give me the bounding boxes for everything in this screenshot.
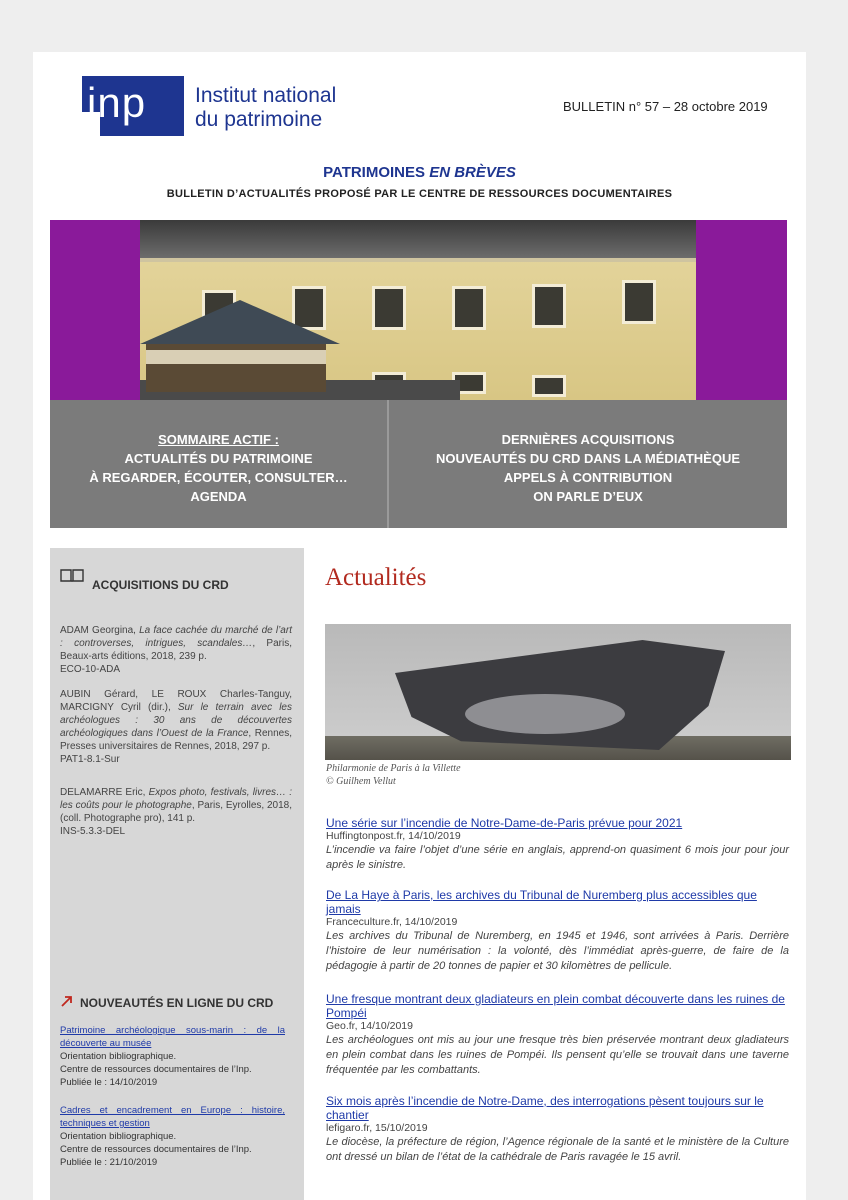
news-item bbox=[326, 888, 789, 974]
online-link[interactable]: Cadres et encadrement en Europe : histoire, techniques et gestion bbox=[60, 1105, 285, 1129]
photo-window bbox=[452, 286, 486, 330]
acq-publisher: , Paris, Beaux-arts éditions, 2018, 239 p. bbox=[60, 638, 292, 662]
banner bbox=[50, 220, 787, 400]
news-description: Les archives du Tribunal de Nuremberg, en 1945 et 1946, sont arrivées à Paris. Derrière l’histoire de leur numérisation : la volonté, dès l’immédiat après-guerre, de faire de la pédagogie à partir de 20 tonnes de papier et 30 kilomètres de pellicule. bbox=[326, 930, 789, 972]
section-title-actualites: Actualités bbox=[325, 564, 427, 591]
photo-window bbox=[372, 286, 406, 330]
menu-right-column bbox=[389, 430, 787, 506]
photo-window bbox=[532, 284, 566, 328]
online-heading: NOUVEAUTÉS EN LIGNE DU CRD bbox=[80, 996, 274, 1010]
banner-photo bbox=[140, 220, 696, 400]
menu-item-actualites[interactable]: ACTUALITÉS DU PATRIMOINE bbox=[124, 451, 313, 466]
acq-publisher: , Rennes, Presses universitaires de Rennes, 2018, 297 p. bbox=[60, 728, 292, 752]
photo-kiosk-roof bbox=[140, 300, 340, 344]
caption-title: Philarmonie de Paris à la Villette bbox=[326, 763, 461, 774]
news-link[interactable]: Une série sur l’incendie de Notre-Dame-de-Paris prévue pour 2021 bbox=[326, 816, 683, 830]
acq-cote: PAT1-8.1-Sur bbox=[60, 754, 120, 765]
menu-left-column bbox=[50, 430, 387, 506]
institution-line-2: du patrimoine bbox=[195, 108, 323, 131]
publication-subtitle: BULLETIN D’ACTUALITÉS PROPOSÉ PAR LE CENTRE DE RESSOURCES DOCUMENTAIRES bbox=[166, 188, 673, 200]
online-source: Centre de ressources documentaires de l’Inp. bbox=[60, 1064, 252, 1075]
online-source: Centre de ressources documentaires de l’Inp. bbox=[60, 1144, 252, 1155]
news-source: Geo.fr, 14/10/2019 bbox=[326, 1020, 413, 1032]
online-date: Publiée le : 14/10/2019 bbox=[60, 1077, 158, 1088]
institution-name bbox=[195, 84, 336, 132]
title-emphasis: EN BRÈVES bbox=[429, 164, 516, 181]
arrow-up-right-icon bbox=[60, 994, 74, 1008]
acquisition-item bbox=[60, 688, 292, 766]
photo-kiosk-band bbox=[146, 350, 326, 364]
photo-window bbox=[532, 375, 566, 397]
news-item bbox=[326, 816, 789, 873]
book-icon bbox=[60, 568, 84, 582]
sidebar bbox=[50, 548, 304, 1200]
menu-item-on-parle[interactable]: ON PARLE D’EUX bbox=[533, 489, 643, 504]
news-source: Huffingtonpost.fr, 14/10/2019 bbox=[326, 830, 461, 842]
acq-publisher: , Paris, Eyrolles, 2018, (coll. Photographe pro), 141 p. bbox=[60, 800, 292, 824]
acq-title: La face cachée du marché de l’art : controverses, intrigues, scandales… bbox=[60, 625, 292, 649]
news-photo bbox=[325, 624, 791, 760]
acquisition-item bbox=[60, 786, 292, 838]
acq-author: DELAMARRE Eric, bbox=[60, 787, 149, 798]
online-type: Orientation bibliographique. bbox=[60, 1051, 177, 1062]
online-type: Orientation bibliographique. bbox=[60, 1131, 177, 1142]
news-description: Le diocèse, la préfecture de région, l’Agence régionale de la santé et le ministère de la Culture ont dressé un bilan de l’état de la cathédrale de Paris ravagée le 15 avril. bbox=[326, 1136, 789, 1163]
online-date: Publiée le : 21/10/2019 bbox=[60, 1157, 158, 1168]
menu-item-acquisitions[interactable]: DERNIÈRES ACQUISITIONS bbox=[501, 432, 675, 447]
acq-author: AUBIN Gérard, LE ROUX Charles-Tanguy, MARCIGNY Cyril (dir.), bbox=[60, 689, 292, 713]
bulletin-number: BULLETIN n° 57 – 28 octobre 2019 bbox=[563, 99, 768, 114]
acquisition-item bbox=[60, 624, 292, 676]
acq-cote: INS-5.3.3-DEL bbox=[60, 826, 126, 837]
acquisitions-heading: ACQUISITIONS DU CRD bbox=[92, 578, 229, 592]
caption-credit: © Guilhem Vellut bbox=[326, 776, 396, 787]
institution-line-1: Institut national bbox=[195, 84, 337, 107]
news-source: lefigaro.fr, 15/10/2019 bbox=[326, 1122, 428, 1134]
photo-building-detail bbox=[465, 694, 625, 734]
news-link[interactable]: Six mois après l’incendie de Notre-Dame, des interrogations pèsent toujours sur le chantier bbox=[326, 1094, 764, 1122]
publication-title bbox=[33, 164, 806, 181]
menu-item-regarder[interactable]: À REGARDER, ÉCOUTER, CONSULTER… bbox=[89, 470, 348, 485]
photo-roof bbox=[140, 220, 696, 262]
news-link[interactable]: De La Haye à Paris, les archives du Tribunal de Nuremberg plus accessibles que jamais bbox=[326, 888, 757, 916]
acq-title: Sur le terrain avec les archéologues : 30 ans de découvertes archéologiques dans l’Ouest de la France bbox=[60, 702, 292, 739]
news-description: Les archéologues ont mis au jour une fresque très bien préservée montrant deux gladiateurs en plein combat dans les ruines de Pompéi. Ils pensent qu’elle se trouvait dans une taverne fréquentée par les combattants. bbox=[326, 1034, 789, 1076]
logo-text: inp bbox=[87, 79, 147, 126]
acq-cote: ECO-10-ADA bbox=[60, 664, 121, 675]
online-item bbox=[60, 1104, 285, 1169]
title-main: PATRIMOINES bbox=[323, 164, 430, 181]
news-link[interactable]: Une fresque montrant deux gladiateurs en plein combat découverte dans les ruines de Pompéi bbox=[326, 992, 785, 1020]
menu-summary-heading[interactable]: SOMMAIRE ACTIF : bbox=[158, 432, 279, 447]
news-source: Franceculture.fr, 14/10/2019 bbox=[326, 916, 458, 928]
news-item bbox=[326, 1094, 789, 1165]
online-item bbox=[60, 1024, 285, 1089]
acq-author: ADAM Georgina, bbox=[60, 625, 140, 636]
photo-caption bbox=[326, 762, 461, 788]
menu-item-nouveautes[interactable]: NOUVEAUTÉS DU CRD DANS LA MÉDIATHÈQUE bbox=[435, 451, 741, 466]
acq-title: Expos photo, festivals, livres… : les coûts pour le photographe bbox=[60, 787, 292, 811]
photo-window bbox=[622, 280, 656, 324]
news-item bbox=[326, 992, 789, 1078]
menu-item-appels[interactable]: APPELS À CONTRIBUTION bbox=[503, 470, 673, 485]
menu-item-agenda[interactable]: AGENDA bbox=[190, 489, 247, 504]
bulletin-page bbox=[33, 52, 806, 1200]
news-description: L’incendie va faire l’objet d’une série en anglais, apprend-on quasiment 6 mois jour pour jour après le sinistre. bbox=[326, 844, 789, 871]
online-link[interactable]: Patrimoine archéologique sous-marin : de la découverte au musée bbox=[60, 1025, 285, 1049]
summary-menu bbox=[50, 400, 787, 528]
